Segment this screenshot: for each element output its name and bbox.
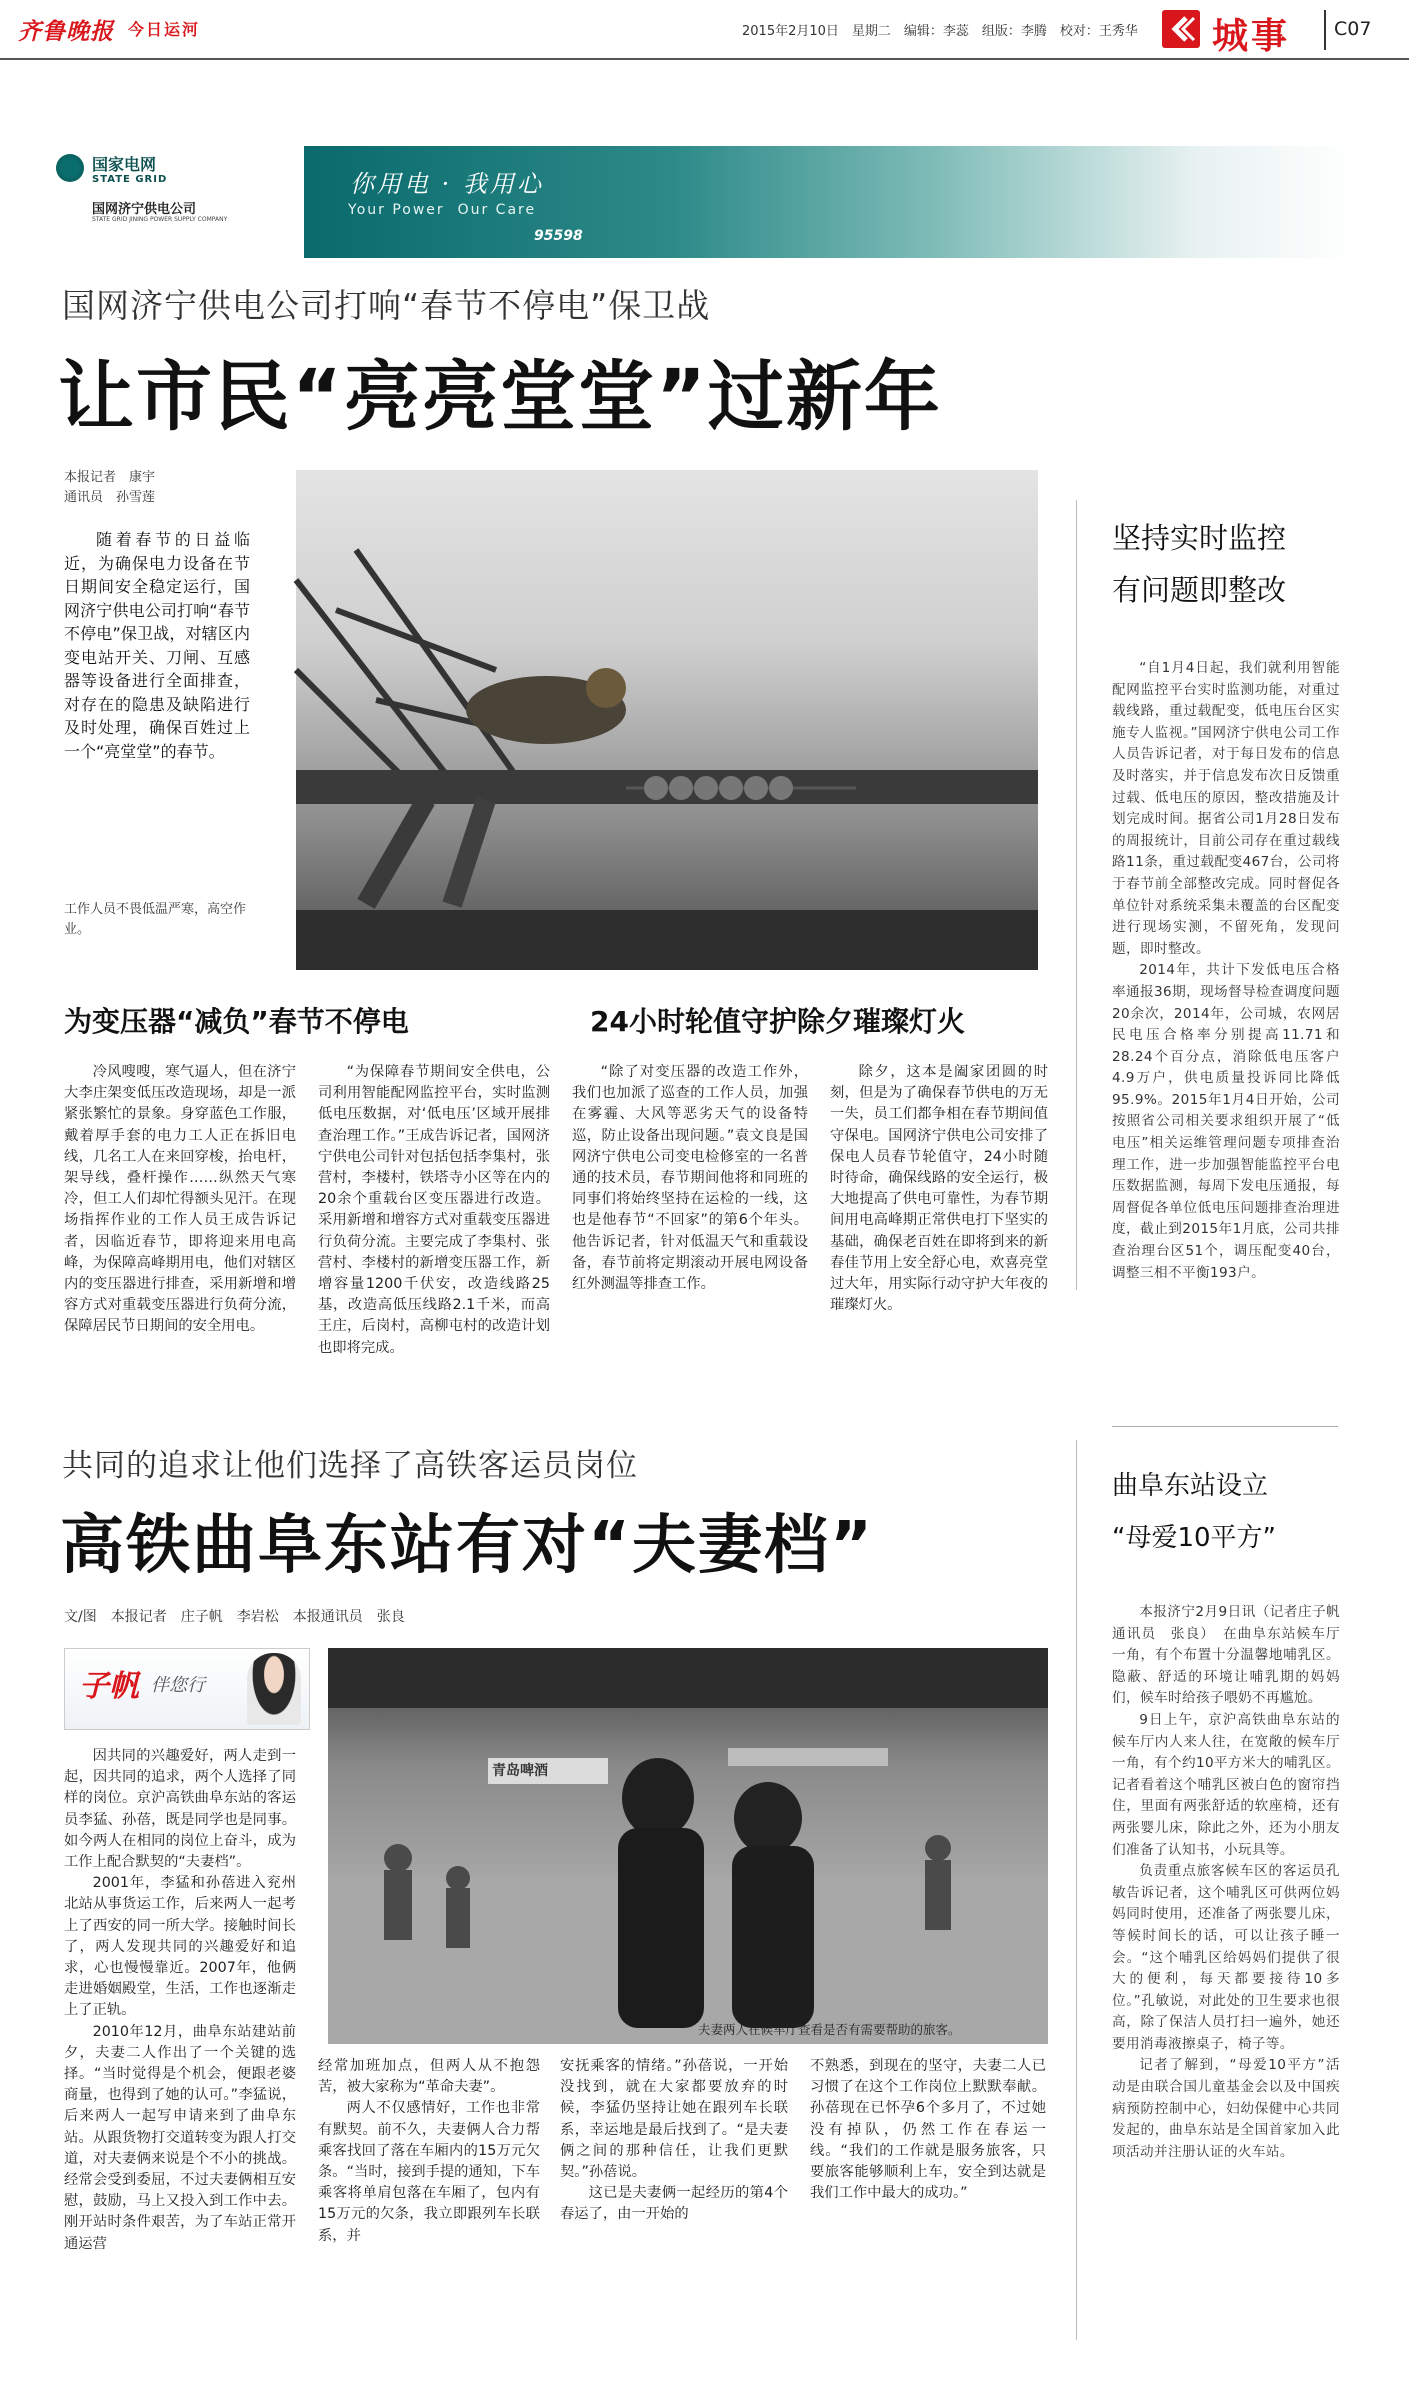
sidebar2-headline-line2: “母爱10平方” (1112, 1523, 1277, 1553)
article2-paragraph-2: 2001年，李猛和孙蓓进入兖州北站从事货运工作，后来两人一起考上了西安的同一所大学。接触时间长了，两人发现共同的兴趣爱好和追求，心也慢慢靠近。2007年，他俩走进婚姻殿堂，生活，工作也逐渐走上了正轨。 (64, 1875, 296, 2019)
article2-kicker: 共同的追求让他们选择了高铁客运员岗位 (62, 1448, 638, 1484)
article1-col2 (318, 1062, 550, 1359)
article1-headline: 让市民“亮亮堂堂”过新年 (58, 352, 942, 441)
ad-company-cn: 国家电网 (92, 155, 157, 174)
article1-sub2: 24小时轮值守护除夕璀璨灯火 (590, 1005, 965, 1038)
sidebar1-body (1112, 658, 1340, 1284)
article2-paragraph-6: 安抚乘客的情绪。”孙蓓说，一开始没找到，就在大家都要放弃的时候，李猛仍坚持让她在跟列车长联系，幸运地是最后找到了。“是夫妻俩之间的那种信任，让我们更默契。”孙蓓说。 (560, 2058, 788, 2181)
transmission-tower-illustration (296, 470, 1038, 970)
article2-photo (328, 1648, 1048, 2044)
sidebar2-divider (1076, 1440, 1077, 2340)
sub2-paragraph-1: “除了对变压器的改造工作外，我们也加派了巡查的工作人员，加强在雾霾、大风等恶劣天气的设备特巡，防止设备出现问题。”袁文良是国网济宁供电公司变电检修室的一名普通的技术员，春节期间他将和同班的同事们将始终坚持在运检的一线，这也是他春节“不回家”的第6个年头。他告诉记者，针对低温天气和重载设备，春节前将定期滚动开展电网设备红外测温等排查工作。 (572, 1064, 808, 1293)
reporter-avatar (247, 1653, 301, 1725)
ad-banner (56, 146, 1356, 258)
station-hall-illustration (328, 1648, 1048, 2044)
sub1-paragraph-1: 冷风嗖嗖，寒气逼人，但在济宁大李庄架变低压改造现场，却是一派紧张繁忙的景象。身穿蓝色工作服，戴着厚手套的电力工人正在拆旧电线，几名工人在来回穿梭，抬电杆，架导线，叠杆操作……纵然天气寒冷，但工人们却忙得额头见汗。在现场指挥作业的工作人员王成告诉记者，因临近春节，即将迎来用电高峰，为保障高峰期用电，他们对辖区内的变压器进行排查，采用新增和增容方式对重载变压器进行负荷分流，保障居民节日期间的安全用电。 (64, 1064, 296, 1335)
article2-paragraph-3: 2010年12月，曲阜东站建站前夕，夫妻二人作出了一个关键的选择。“当时觉得是个机会，便跟老婆商量，也得到了她的认可。”李猛说，后来两人一起写申请来到了曲阜东站。从跟货物打交道转变为跟人打交道，对夫妻俩来说是个不小的挑战。经常会受到委屈，不过夫妻俩相互安慰，鼓励，马上又投入到工作中去。刚开站时条件艰苦，为了车站正常开通运营 (64, 2023, 296, 2252)
page-number: C07 (1334, 18, 1372, 40)
sub2-paragraph-2: 除夕，这本是阖家团圆的时刻，但是为了确保春节供电的万无一失，员工们都争相在春节期间值守保电。国网济宁供电公司安排了保电人员春节轮值守，24小时随时待命，确保线路的安全运行，极大地提高了供电可靠性，为春节期间用电高峰期正常供电打下坚实的基础，确保老百姓在即将到来的新春佳节用上安全舒心电，欢喜亮堂过大年，用实际行动守护大年夜的璀璨灯火。 (830, 1064, 1048, 1314)
article1-photo-caption: 工作人员不畏低温严寒，高空作业。 (64, 902, 247, 937)
sidebar1-divider (1076, 500, 1077, 1290)
ad-slogan-cn: 你用电 · 我用心 (350, 170, 544, 198)
ad-subsidiary-en: STATE GRID JINING POWER SUPPLY COMPANY (92, 216, 228, 223)
article2-paragraph-5: 两人不仅感情好，工作也非常有默契。前不久，夫妻俩人合力帮乘客找回了落在车厢内的15万元欠条。“当时，接到手提的通知，下车乘客将单肩包落在车厢了，包内有15万元的欠条，我立即跟列车长联系，并 (318, 2100, 540, 2244)
article1-col1 (64, 1062, 296, 1338)
ad-hotline: 95598 (534, 228, 583, 244)
article2-photo-caption: 夫妻两人在候车厅查看是否有需要帮助的旅客。 (698, 2022, 961, 2037)
lead-paragraph: 随着春节的日益临近，为确保电力设备在节日期间安全稳定运行，国网济宁供电公司打响“春节不停电”保卫战，对辖区内变电站开关、刀闸、互感器等设备进行全面排查，对存在的隐患及缺陷进行及时处理，确保百姓过上一个“亮堂堂”的春节。 (64, 530, 250, 761)
sub1-paragraph-2: “为保障春节期间安全供电，公司利用智能配网监控平台，实时监测低电压数据，对‘低电压’区域开展排查治理工作。”王成告诉记者，国网济宁供电公司针对包括包括李集村，张营村，李楼村，铁塔寺小区等在内的20余个重载台区变压器进行改造。采用新增和增容方式对重载变压器进行负荷分流。主要完成了李集村、张营村、李楼村的新增变压器工作，新增容量1200千伏安，改造线路25基，改造高低压线路2.1千米，而高王庄，后岗村，高柳屯村的改造计划也即将完成。 (318, 1064, 550, 1356)
article2-col4 (810, 2056, 1046, 2204)
date-line: 2015年2月10日 星期二 编辑：李蕊 组版：李腾 校对：王秀华 (742, 24, 1138, 39)
byline-correspondent: 通讯员 孙雪莲 (64, 490, 156, 505)
sidebar1-paragraph-1: “自1月4日起，我们就利用智能配网监控平台实时监测功能，对重过载线路，重过载配变，低电压台区实施专人监视。”国网济宁供电公司工作人员告诉记者，对于每日发布的信息及时落实，并于信息发布次日反馈重过载、低电压的原因，整改措施及计划完成时间。据省公司1月28日发布的周报统计，目前公司存在重过载线路11条，重过载配变467台，公司将于春节前全部整改完成。同时督促各单位针对系统采集未覆盖的台区配变进行现场实测，不留死角，发现问题，即时整改。 (1112, 660, 1340, 957)
sidebar2-paragraph-4: 记者了解到，“母爱10平方”活动是由联合国儿童基金会以及中国疾病预防控制中心，妇幼保健中心共同发起的，曲阜东站是全国首家加入此项活动并注册认证的火车站。 (1112, 2057, 1340, 2160)
sidebar1-headline-line2: 有问题即整改 (1112, 573, 1287, 607)
sidebar1-headline (1112, 512, 1286, 616)
ad-slogan-panel (304, 146, 1356, 258)
article1-kicker: 国网济宁供电公司打响“春节不停电”保卫战 (62, 286, 711, 325)
article2-paragraph-1: 因共同的兴趣爱好，两人走到一起，因共同的追求，两个人选择了同样的岗位。京沪高铁曲阜东站的客运员李猛、孙蓓，既是同学也是同事。如今两人在相同的岗位上奋斗，成为工作上配合默契的“夫妻档”。 (64, 1748, 296, 1871)
article1-col3 (572, 1062, 808, 1295)
station-sign: 青岛啤酒 (492, 1763, 548, 1779)
sidebar2-body (1112, 1602, 1354, 2352)
chevron-left-icon (1162, 10, 1200, 48)
article1-lead (64, 528, 250, 763)
ad-slogan-en: Your Power Our Care (348, 202, 537, 218)
article1-sub1: 为变压器“减负”春节不停电 (64, 1005, 409, 1038)
column-name: 今日运河 (128, 20, 201, 39)
column-logo-box (64, 1648, 310, 1730)
section-badge (1162, 10, 1200, 48)
article2-headline: 高铁曲阜东站有对“夫妻档” (60, 1509, 875, 1583)
sidebar2-paragraph-3: 负责重点旅客候车区的客运员孔敏告诉记者，这个哺乳区可供两位妈妈同时使用，还准备了两张婴儿床，等候时间长的话，可以让孩子睡一会。“这个哺乳区给妈妈们提供了很大的便利，每天都要接待10多位。”孔敏说，对此处的卫生要求也很高，除了保洁人员打扫一遍外，她还要用消毒液擦桌子，椅子等。 (1112, 1863, 1340, 2052)
state-grid-logo (56, 154, 84, 182)
article2-paragraph-7: 这已是夫妻俩一起经历的第4个春运了，由一开始的 (560, 2185, 788, 2223)
article2-col3 (560, 2056, 788, 2226)
article2-col1 (64, 1746, 296, 2366)
article1-photo (296, 470, 1038, 970)
column-logo-tail: 伴您行 (151, 1675, 205, 1696)
article2-paragraph-8: 不熟悉，到现在的坚守，夫妻二人已习惯了在这个工作岗位上默默奉献。孙蓓现在已怀孕6个多月了，不过她没有掉队，仍然工作在春运一线。“我们的工作就是服务旅客，只要旅客能够顺利上车，安全到达就是我们工作中最大的成功。” (810, 2058, 1046, 2202)
article2-col2 (318, 2056, 540, 2247)
article1-col4 (830, 1062, 1048, 1316)
header-rule (0, 58, 1409, 60)
ad-company-en: STATE GRID (92, 174, 168, 185)
article2-byline: 文/图 本报记者 庄子帆 李岩松 本报通讯员 张良 (64, 1609, 405, 1625)
sidebar-separator (1112, 1426, 1338, 1427)
byline-reporter: 本报记者 康宇 (64, 470, 156, 485)
sidebar2-headline-line1: 曲阜东站设立 (1112, 1471, 1269, 1501)
article1-byline (64, 468, 155, 508)
section-name: 城事 (1212, 16, 1291, 57)
header-divider (1324, 10, 1326, 50)
ad-subsidiary: 国网济宁供电公司 (92, 202, 197, 217)
sidebar1-paragraph-2: 2014年，共计下发低电压合格率通报36期，现场督导检查调度问题20余次，2014年，公司城，农网居民电压合格率分别提高11.71和28.24个百分点，消除低电压客户4.9万户，供电质量投诉同比降低95.9%。2015年1月4日开始，公司按照省公司相关要求组织开展了“低电压”相关运维管理问题专项排查治理工作，进一步加强智能监控平台电压数据监测，每周下发电压通报，每周督促各单位低电压问题排查治理进度，截止到2015年1月底，公司共排查治理台区51个，调压配变40台，调整三相不平衡193户。 (1112, 962, 1341, 1281)
column-logo-text: 子帆 (79, 1669, 139, 1704)
sidebar2-paragraph-1: 本报济宁2月9日讯（记者庄子帆 通讯员 张良） 在曲阜东站候车厅一角，有个布置十分温馨地哺乳区。隐蔽、舒适的环境让哺乳期的妈妈们，候车时给孩子喂奶不再尴尬。 (1112, 1604, 1354, 1707)
sidebar2-paragraph-2: 9日上午，京沪高铁曲阜东站的候车厅内人来人往，在宽敞的候车厅一角，有个约10平方米大的哺乳区。记者看着这个哺乳区被白色的窗帘挡住，里面有两张舒适的软座椅，还有两张婴儿床，除此之外，还为小朋友们准备了认知书，小玩具等。 (1112, 1711, 1341, 1858)
article2-paragraph-4: 经常加班加点，但两人从不抱怨苦，被大家称为“革命夫妻”。 (318, 2058, 540, 2096)
newspaper-logo: 齐鲁晚报 (18, 18, 114, 45)
sidebar2-headline (1112, 1460, 1276, 1564)
sidebar1-headline-line1: 坚持实时监控 (1112, 521, 1287, 555)
